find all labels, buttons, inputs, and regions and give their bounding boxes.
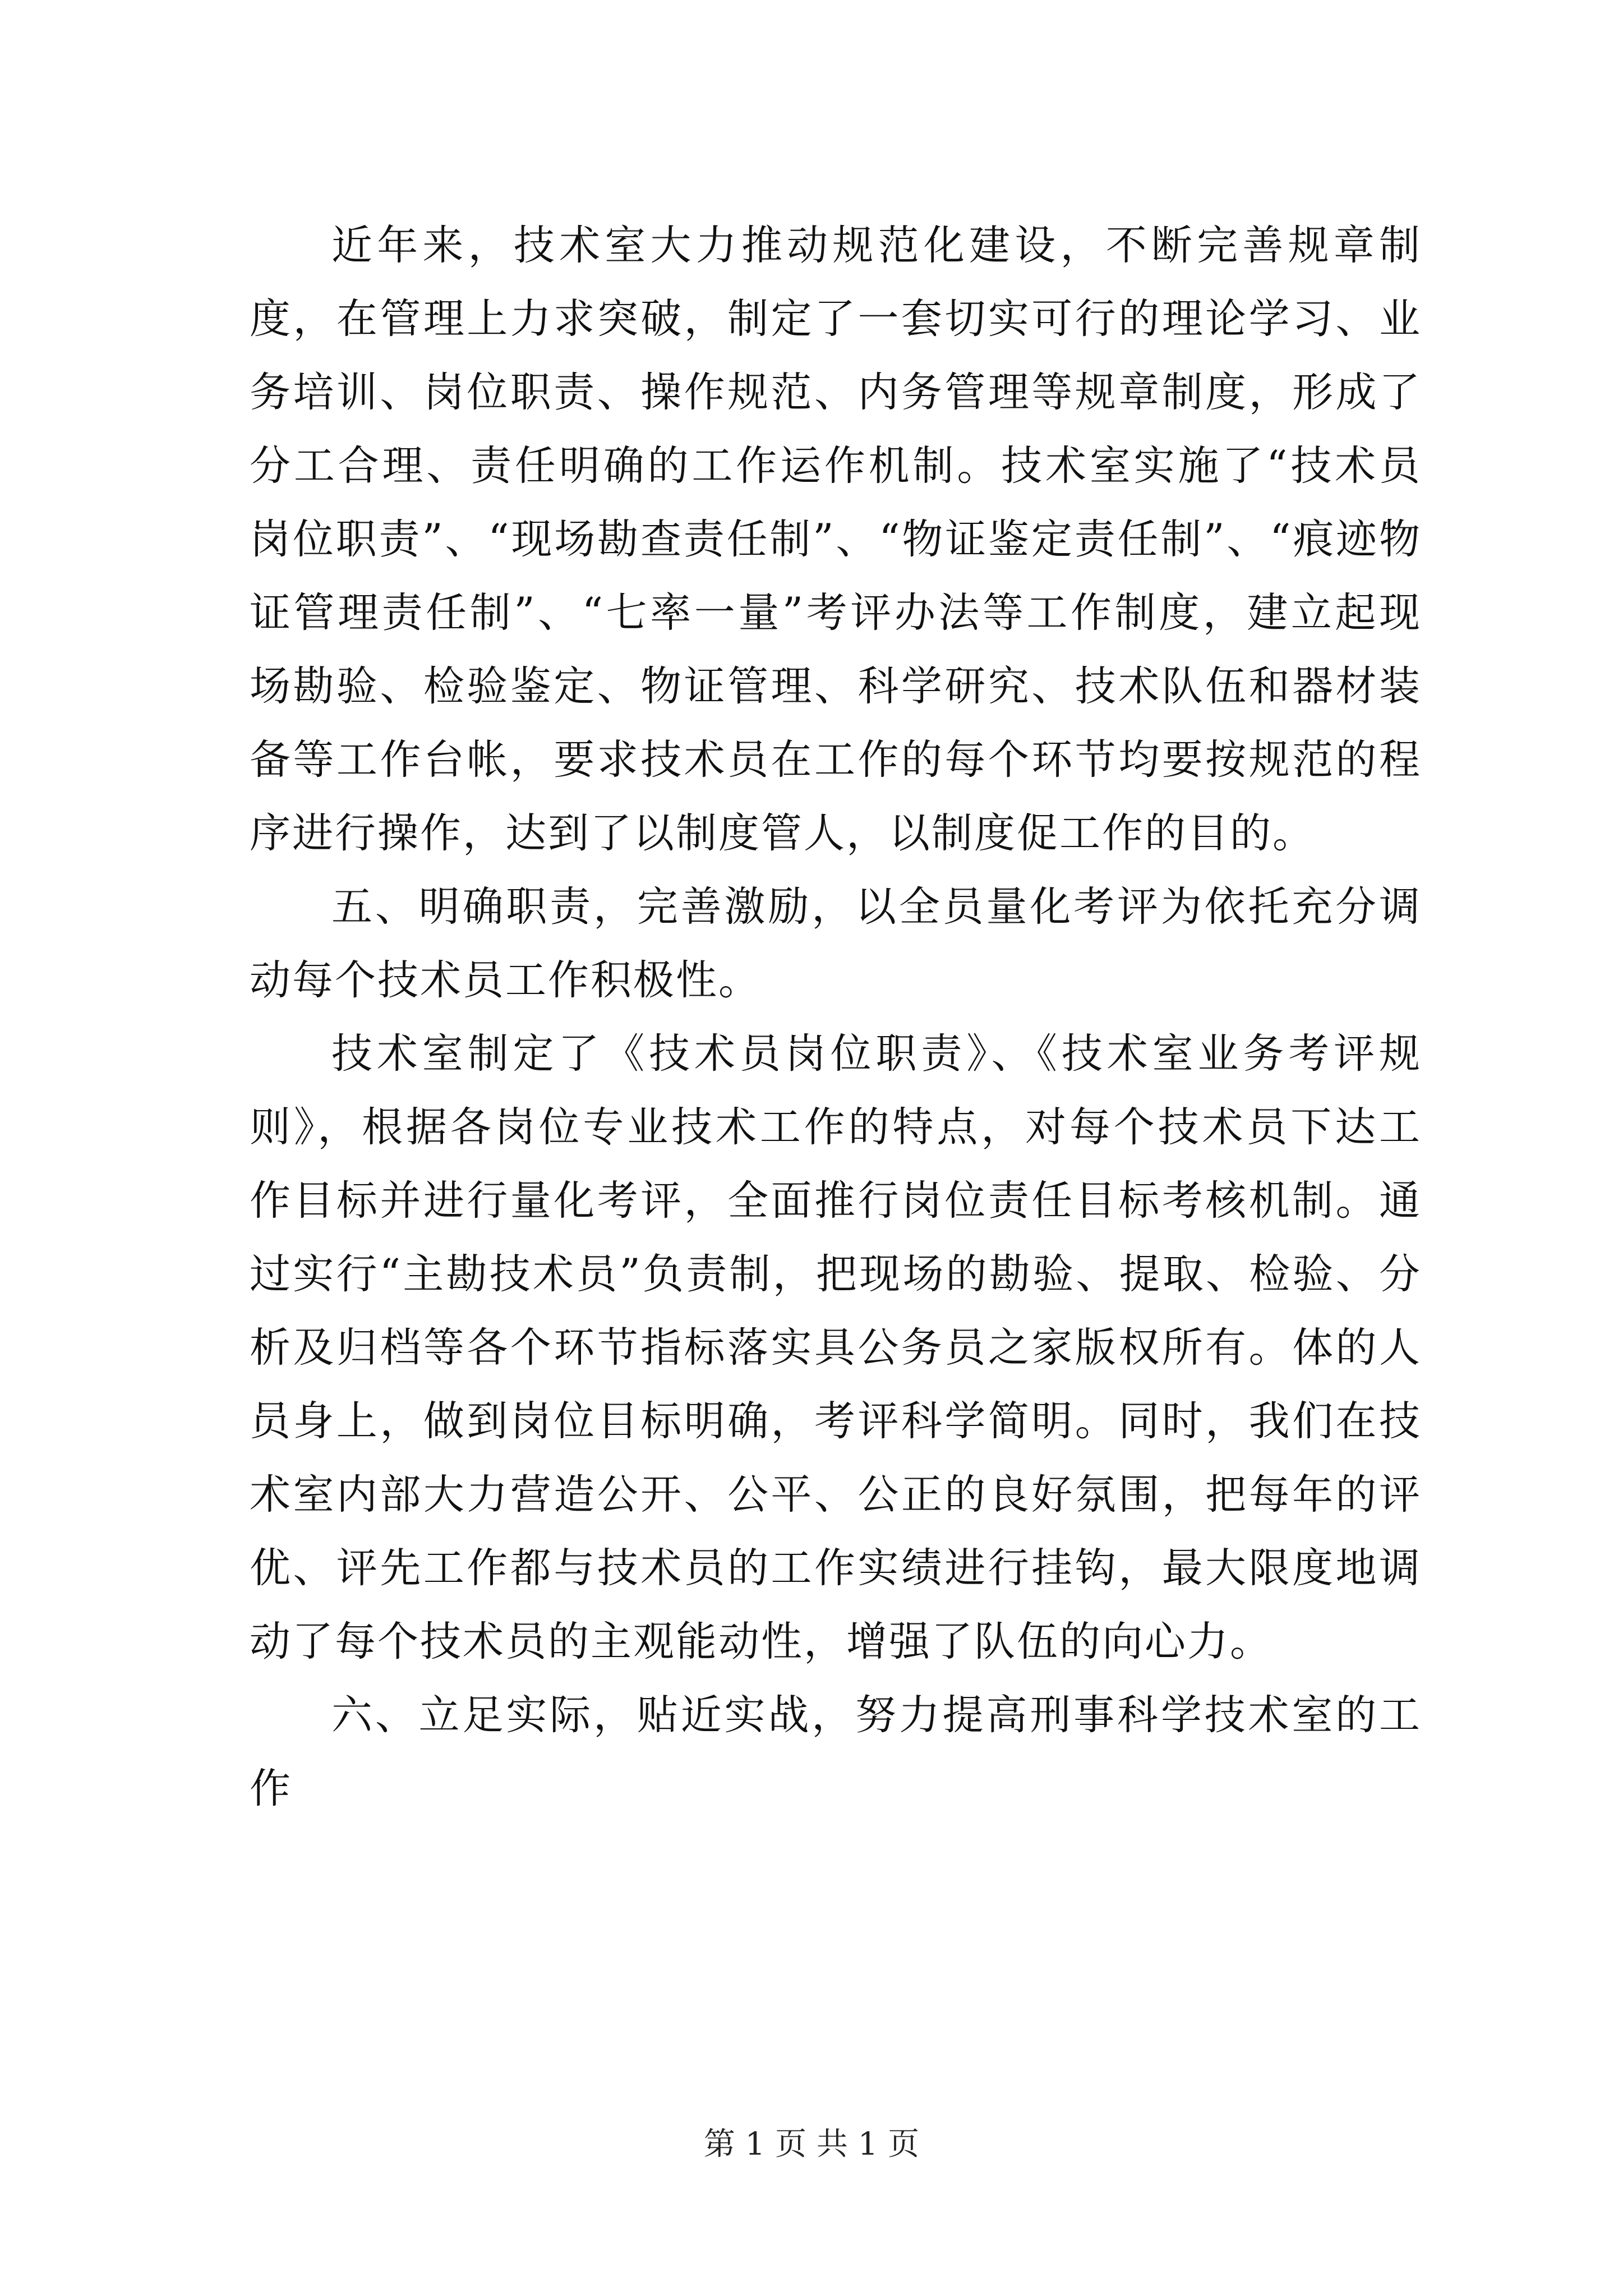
paragraph-section-five-heading: 五、明确职责，完善激励，以全员量化考评为依托充分调动每个技术员工作积极性。	[250, 883, 1422, 1004]
document-body	[250, 209, 1422, 1825]
page-footer: 第 1 页 共 1 页	[703, 2126, 920, 2162]
paragraph-regulations: 近年来，技术室大力推动规范化建设，不断完善规章制度，在管理上力求突破，制定了一套切实可行的理论学习、业务培训、岗位职责、操作规范、内务管理等规章制度，形成了分工合理、责任明确的工作运作机制。技术室实施了“技术员岗位职责”、“现场勘查责任制”、“物证鉴定责任制”、“痕迹物证管理责任制”、“七率一量”考评办法等工作制度，建立起现场勘验、检验鉴定、物证管理、科学研究、技术队伍和器材装备等工作台帐，要求技术员在工作的每个环节均要按规范的程序进行操作，达到了以制度管人，以制度促工作的目的。	[250, 222, 1422, 857]
paragraph-section-six-heading: 六、立足实际，贴近实战，努力提高刑事科学技术室的工作	[250, 1691, 1422, 1812]
paragraph-assessment: 技术室制定了《技术员岗位职责》、《技术室业务考评规则》，根据各岗位专业技术工作的特点，对每个技术员下达工作目标并进行量化考评，全面推行岗位责任目标考核机制。通过实行“主勘技术员”负责制，把现场的勘验、提取、检验、分析及归档等各个环节指标落实具公务员之家版权所有。体的人员身上，做到岗位目标明确，考评科学简明。同时，我们在技术室内部大力营造公开、公平、公正的良好氛围，把每年的评优、评先工作都与技术员的工作实绩进行挂钩，最大限度地调动了每个技术员的主观能动性，增强了队伍的向心力。	[250, 1030, 1422, 1665]
